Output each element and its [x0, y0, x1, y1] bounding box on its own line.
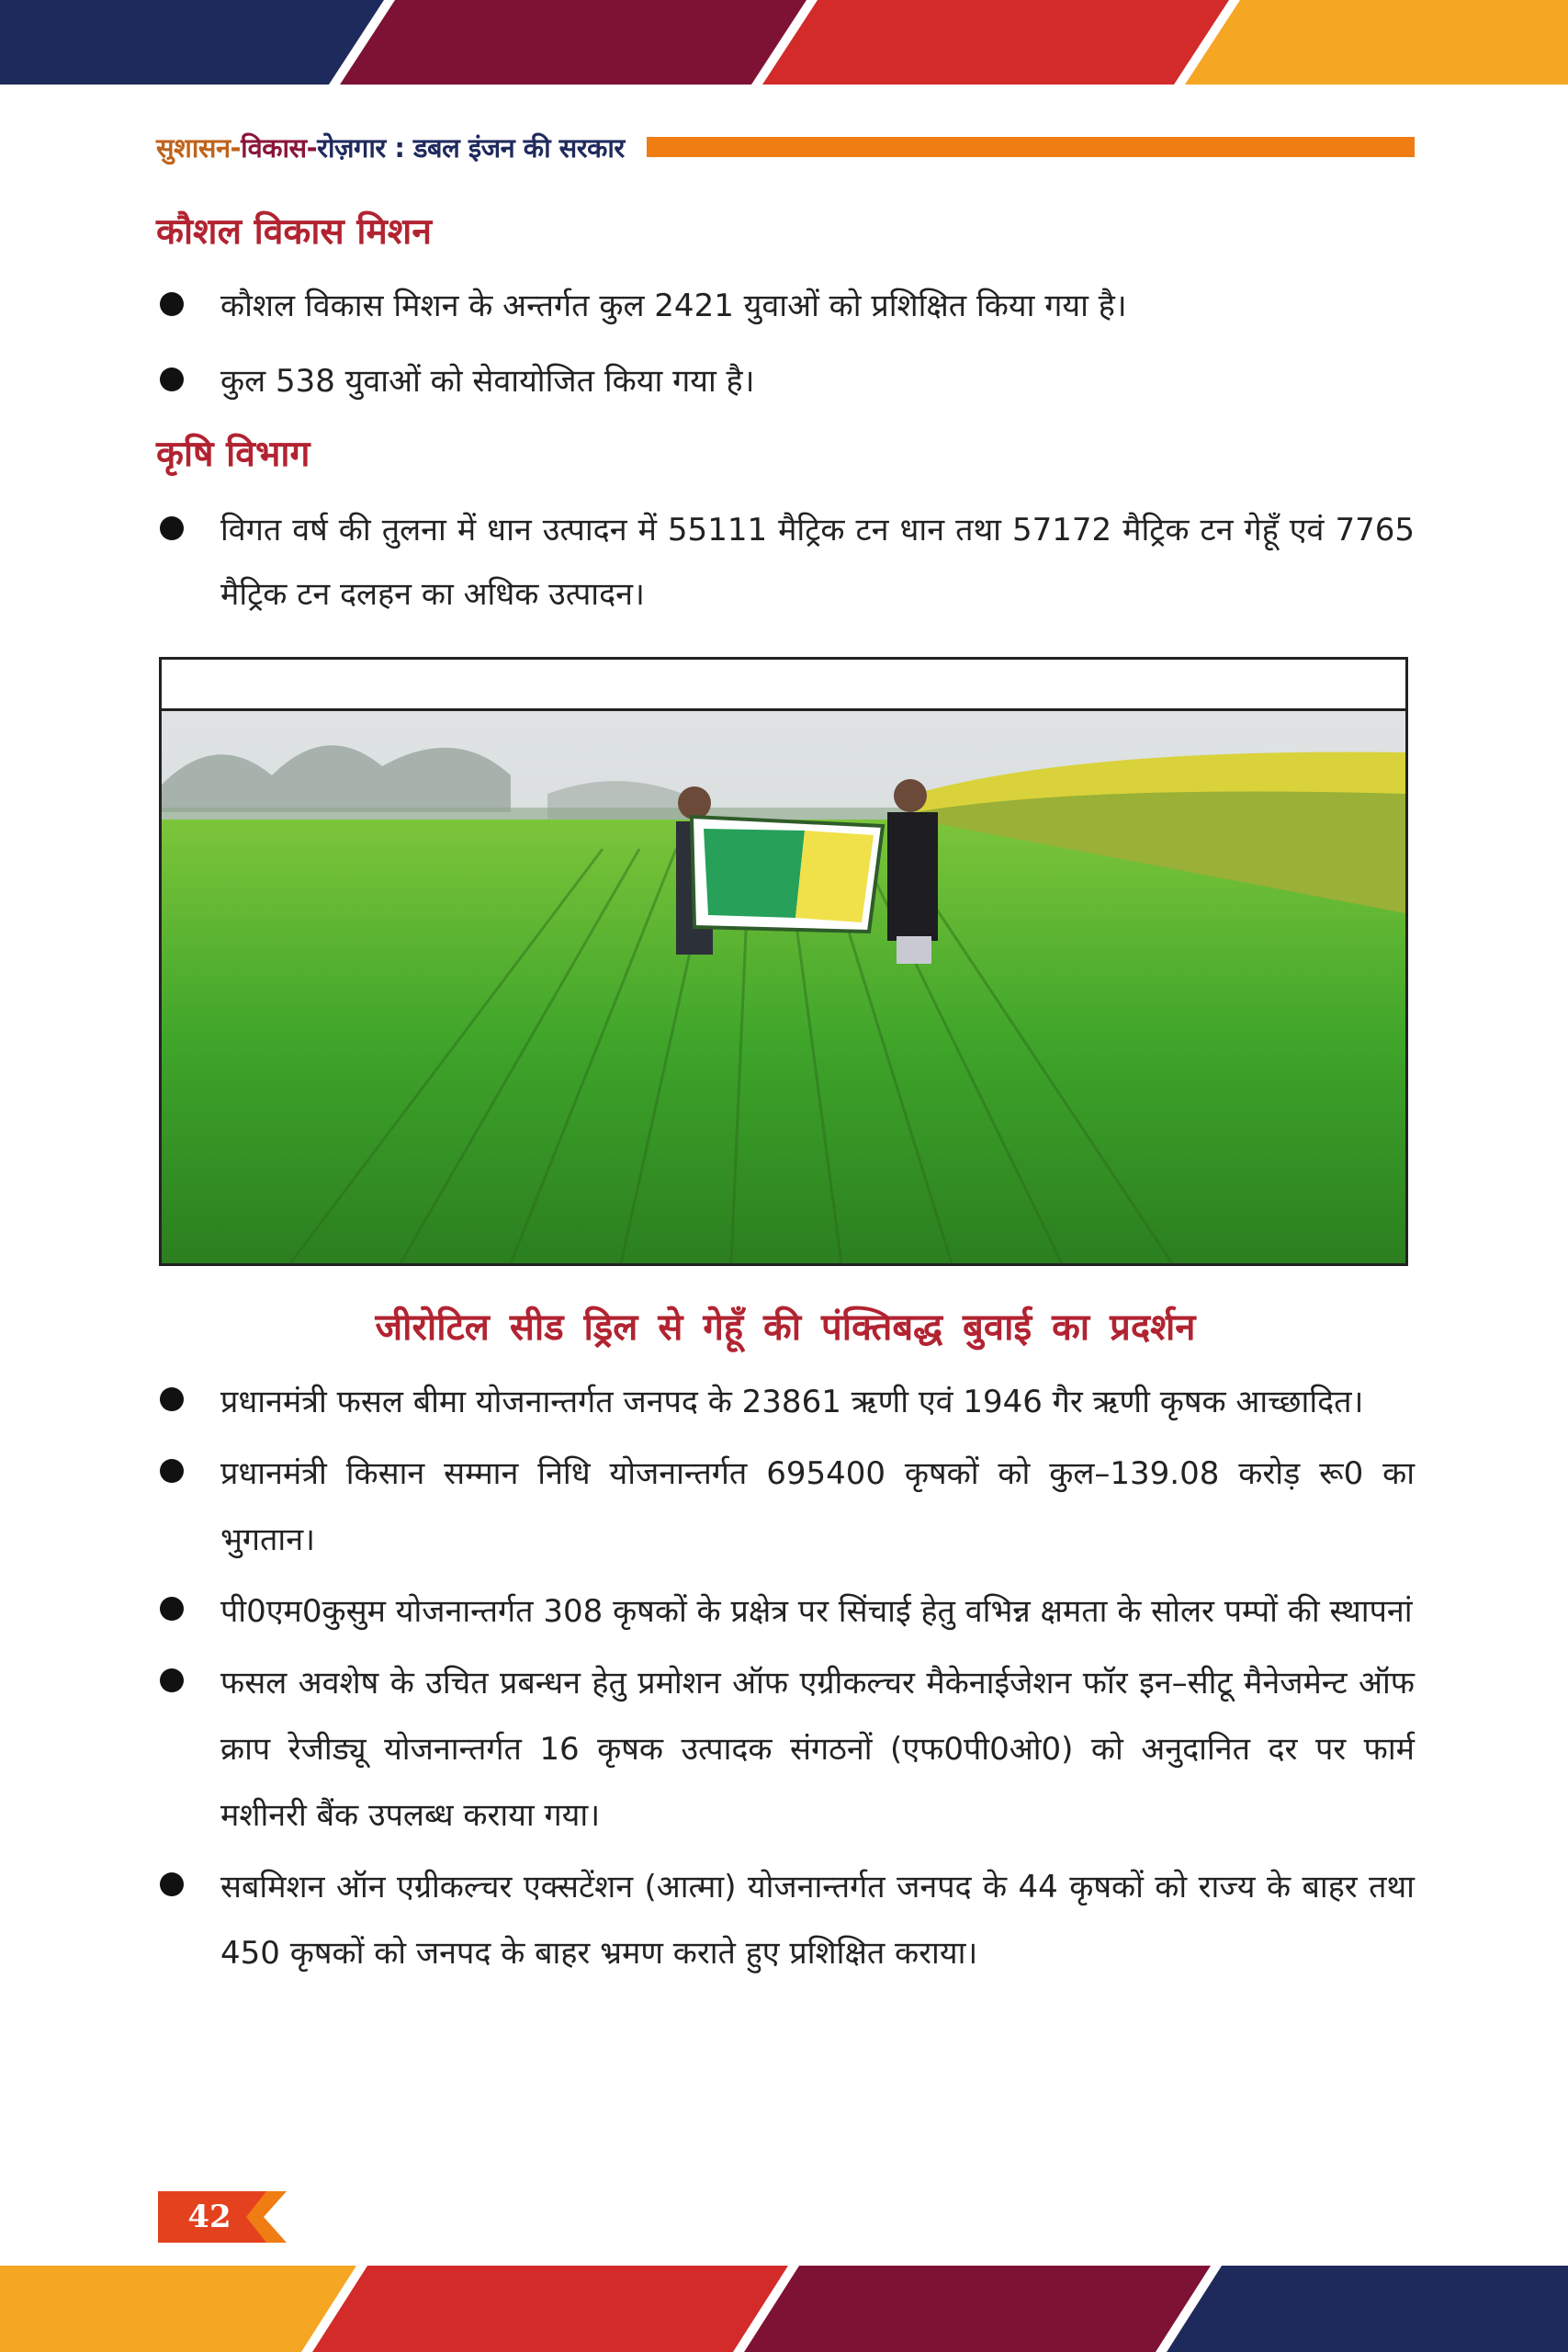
list-item	[156, 1578, 1415, 1645]
list-item-text: पी0एम0कुसुम योजनान्तर्गत 308 कृषकों के प्रक्षेत्र पर सिंचाई हेतु वभिन्न क्षमता के सोलर पम्पों की स्थापनां	[220, 1593, 1413, 1630]
list-item-text: प्रधानमंत्री फसल बीमा योजनान्तर्गत जनपद के 23861 ऋणी एवं 1946 गैर ऋणी कृषक आच्छादित।	[220, 1384, 1364, 1420]
list-item	[156, 1650, 1415, 1849]
header-title-part-2: विकास-	[241, 131, 318, 164]
list-item-text: फसल अवशेष के उचित प्रबन्धन हेतु प्रमोशन ऑफ एग्रीकल्चर मैकेनाईजेशन फॉर इन–सीटू मैनेजमेन्ट ऑफ क्राप रेजीड्यू योजनान्तर्गत 16 कृषक उत्पादक संगठनों (एफ0पी0ओ0) को अनुदानित दर पर फार्म मशीनरी बैंक उपलब्ध कराया गया।	[220, 1665, 1415, 1834]
list-item-text: सबमिशन ऑन एग्रीकल्चर एक्सटेंशन (आत्मा) योजनान्तर्गत जनपद के 44 कृषकों को राज्य के बाहर तथा 450 कृषकों को जनपद के बाहर भ्रमण कराते हुए प्रशिक्षित कराया।	[220, 1869, 1415, 1972]
header-title-part-3: रोज़गार : डबल इंजन की सरकार	[317, 131, 625, 164]
header-title-part-1: सुशासन-	[156, 131, 242, 164]
photo-caption: जीरोटिल सीड ड्रिल से गेहूँ की पंक्तिबद्ध बुवाई का प्रदर्शन	[375, 1306, 1196, 1349]
page-number: 42	[187, 2199, 231, 2235]
bullet-icon	[160, 1387, 184, 1411]
skill-mission-list	[156, 274, 1415, 413]
list-item-text: कौशल विकास मिशन के अन्तर्गत कुल 2421 युवाओं को प्रशिक्षित किया गया है।	[220, 288, 1127, 324]
top-decorative-band	[0, 0, 1568, 85]
section-title-agriculture: कृषि विभाग	[156, 434, 310, 475]
bullet-icon	[160, 516, 184, 540]
list-item	[156, 498, 1415, 627]
list-item-text: कुल 538 युवाओं को सेवायोजित किया गया है।	[220, 363, 755, 400]
agriculture-list	[156, 498, 1415, 627]
page-number-tab	[158, 2191, 287, 2243]
photo-frame-top-strip	[162, 660, 1405, 711]
bullet-icon	[160, 368, 184, 391]
bullet-icon	[160, 1668, 184, 1692]
list-item-text: विगत वर्ष की तुलना में धान उत्पादन में 55111 मैट्रिक टन धान तथा 57172 मैट्रिक टन गेहूँ एवं 7765 मैट्रिक टन दलहन का अधिक उत्पादन।	[220, 512, 1415, 613]
header-rule	[647, 137, 1415, 157]
section-title-skill-mission: कौशल विकास मिशन	[156, 211, 432, 253]
list-item	[156, 1854, 1415, 1986]
schemes-list	[156, 1369, 1415, 1986]
bullet-icon	[160, 292, 184, 316]
list-item-text: प्रधानमंत्री किसान सम्मान निधि योजनान्तर्गत 695400 कृषकों को कुल–139.08 करोड़ रू0 का भुगतान।	[220, 1455, 1415, 1558]
header-title	[156, 130, 625, 165]
photo-frame	[159, 657, 1408, 1266]
bullet-icon	[160, 1872, 184, 1896]
field-demonstration-photo	[162, 711, 1405, 1263]
list-item	[156, 1369, 1415, 1435]
bottom-decorative-band	[0, 2266, 1568, 2352]
list-item	[156, 349, 1415, 413]
bullet-icon	[160, 1597, 184, 1621]
running-header	[156, 129, 1415, 165]
bullet-icon	[160, 1459, 184, 1483]
list-item	[156, 1441, 1415, 1573]
list-item	[156, 274, 1415, 338]
